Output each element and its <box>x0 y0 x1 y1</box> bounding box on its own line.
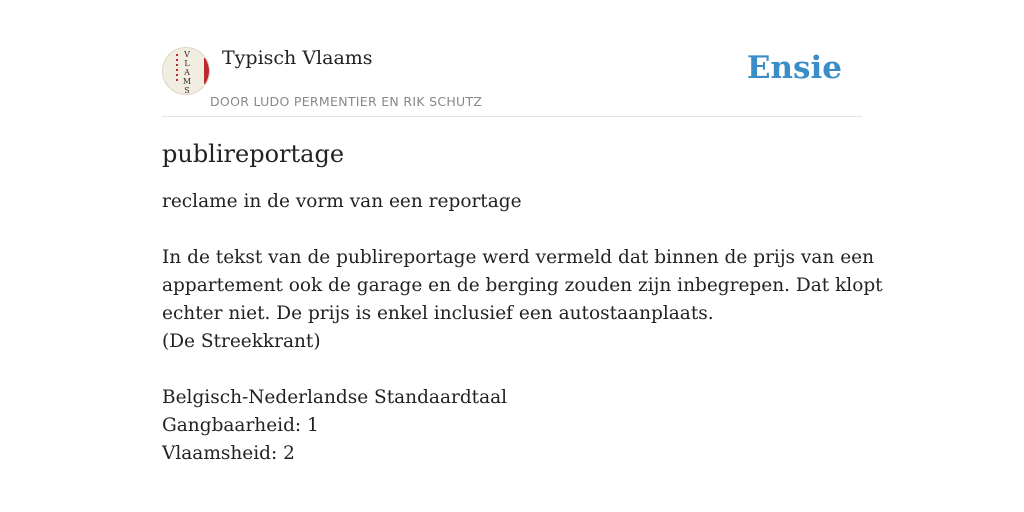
entry-definition: reclame in de vorm van een reportage <box>162 191 522 212</box>
example-line: appartement ook de garage en de berging zouden zijn inbegrepen. Dat klopt <box>162 275 883 296</box>
site-name[interactable]: Typisch Vlaams <box>222 47 373 69</box>
brand-logo-link[interactable]: Ensie <box>746 50 842 86</box>
entry-example <box>162 244 883 356</box>
logo-letters: V L A M S <box>182 50 192 95</box>
example-line: In de tekst van de publireportage werd vermeld dat binnen de prijs van een <box>162 247 875 268</box>
logo-red-edge <box>204 58 209 84</box>
gangbaarheid-rating: Gangbaarheid: 1 <box>162 415 319 436</box>
avatar[interactable] <box>162 47 210 95</box>
example-source: (De Streekkrant) <box>162 331 321 352</box>
entry-content <box>162 138 883 468</box>
authors-byline: DOOR LUDO PERMENTIER EN RIK SCHUTZ <box>210 94 483 109</box>
entry-term: publireportage <box>162 140 345 168</box>
vlaamsheid-rating: Vlaamsheid: 2 <box>162 443 295 464</box>
entry-meta <box>162 384 862 468</box>
language-variety: Belgisch-Nederlandse Standaardtaal <box>162 387 508 408</box>
example-line: echter niet. De prijs is enkel inclusief een autostaanplaats. <box>162 303 714 324</box>
header <box>162 44 862 117</box>
